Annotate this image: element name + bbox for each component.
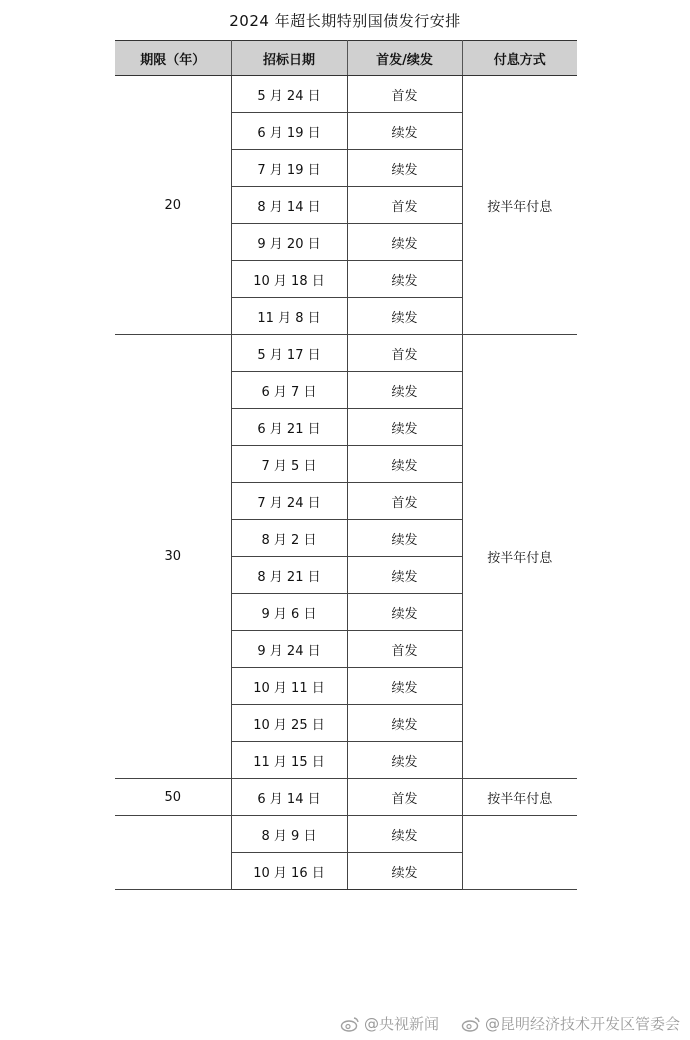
issue-type-cell: 续发 [347,853,462,890]
weibo-icon [340,1016,360,1032]
issue-type-cell: 首发 [347,483,462,520]
watermark-source-2: @昆明经济技术开发区管委会 [484,1015,680,1033]
bond-schedule-table [115,40,577,890]
auction-date-cell: 5 月 24 日 [231,76,347,113]
table-body [115,76,577,890]
document-title: 2024 年超长期特别国债发行安排 [229,12,461,30]
issue-type-cell: 续发 [347,705,462,742]
watermark-source-1: @央视新闻 [363,1015,439,1033]
table-row [115,335,577,372]
issue-type-cell: 首发 [347,779,462,816]
issue-type-cell: 续发 [347,372,462,409]
term-cell: 20 [115,76,231,335]
issue-type-cell: 续发 [347,520,462,557]
payment-method-cell [462,816,577,890]
auction-date-cell: 9 月 20 日 [231,224,347,261]
issue-type-cell: 续发 [347,742,462,779]
issue-type-cell: 续发 [347,261,462,298]
table-row [115,779,577,816]
table-header-row [115,41,577,76]
term-cell: 30 [115,335,231,779]
auction-date-cell: 11 月 15 日 [231,742,347,779]
auction-date-cell: 8 月 2 日 [231,520,347,557]
issue-type-cell: 续发 [347,409,462,446]
auction-date-cell: 6 月 21 日 [231,409,347,446]
issue-type-cell: 续发 [347,594,462,631]
watermark [340,1013,680,1034]
auction-date-cell: 9 月 24 日 [231,631,347,668]
auction-date-cell: 10 月 16 日 [231,853,347,890]
issue-type-cell: 首发 [347,335,462,372]
issue-type-cell: 续发 [347,668,462,705]
term-cell [115,816,231,890]
issue-type-cell: 续发 [347,150,462,187]
header-payment-method: 付息方式 [462,41,577,76]
header-auction-date: 招标日期 [231,41,347,76]
issue-type-cell: 续发 [347,298,462,335]
auction-date-cell: 6 月 19 日 [231,113,347,150]
issue-type-cell: 续发 [347,816,462,853]
payment-method-cell: 按半年付息 [462,335,577,779]
auction-date-cell: 10 月 18 日 [231,261,347,298]
auction-date-cell: 7 月 24 日 [231,483,347,520]
auction-date-cell: 7 月 19 日 [231,150,347,187]
issue-type-cell: 续发 [347,557,462,594]
table-row [115,76,577,113]
issue-type-cell: 首发 [347,187,462,224]
auction-date-cell: 10 月 11 日 [231,668,347,705]
auction-date-cell: 8 月 14 日 [231,187,347,224]
auction-date-cell: 8 月 21 日 [231,557,347,594]
auction-date-cell: 7 月 5 日 [231,446,347,483]
auction-date-cell: 10 月 25 日 [231,705,347,742]
issue-type-cell: 续发 [347,224,462,261]
term-cell: 50 [115,779,231,816]
auction-date-cell: 6 月 14 日 [231,779,347,816]
payment-method-cell: 按半年付息 [462,76,577,335]
payment-method-cell: 按半年付息 [462,779,577,816]
auction-date-cell: 6 月 7 日 [231,372,347,409]
issue-type-cell: 续发 [347,113,462,150]
auction-date-cell: 8 月 9 日 [231,816,347,853]
issue-type-cell: 首发 [347,76,462,113]
auction-date-cell: 5 月 17 日 [231,335,347,372]
issue-type-cell: 续发 [347,446,462,483]
header-term: 期限（年） [115,41,231,76]
table-row [115,816,577,853]
weibo-icon [461,1016,481,1032]
issue-type-cell: 首发 [347,631,462,668]
auction-date-cell: 11 月 8 日 [231,298,347,335]
auction-date-cell: 9 月 6 日 [231,594,347,631]
header-issue-type: 首发/续发 [347,41,462,76]
